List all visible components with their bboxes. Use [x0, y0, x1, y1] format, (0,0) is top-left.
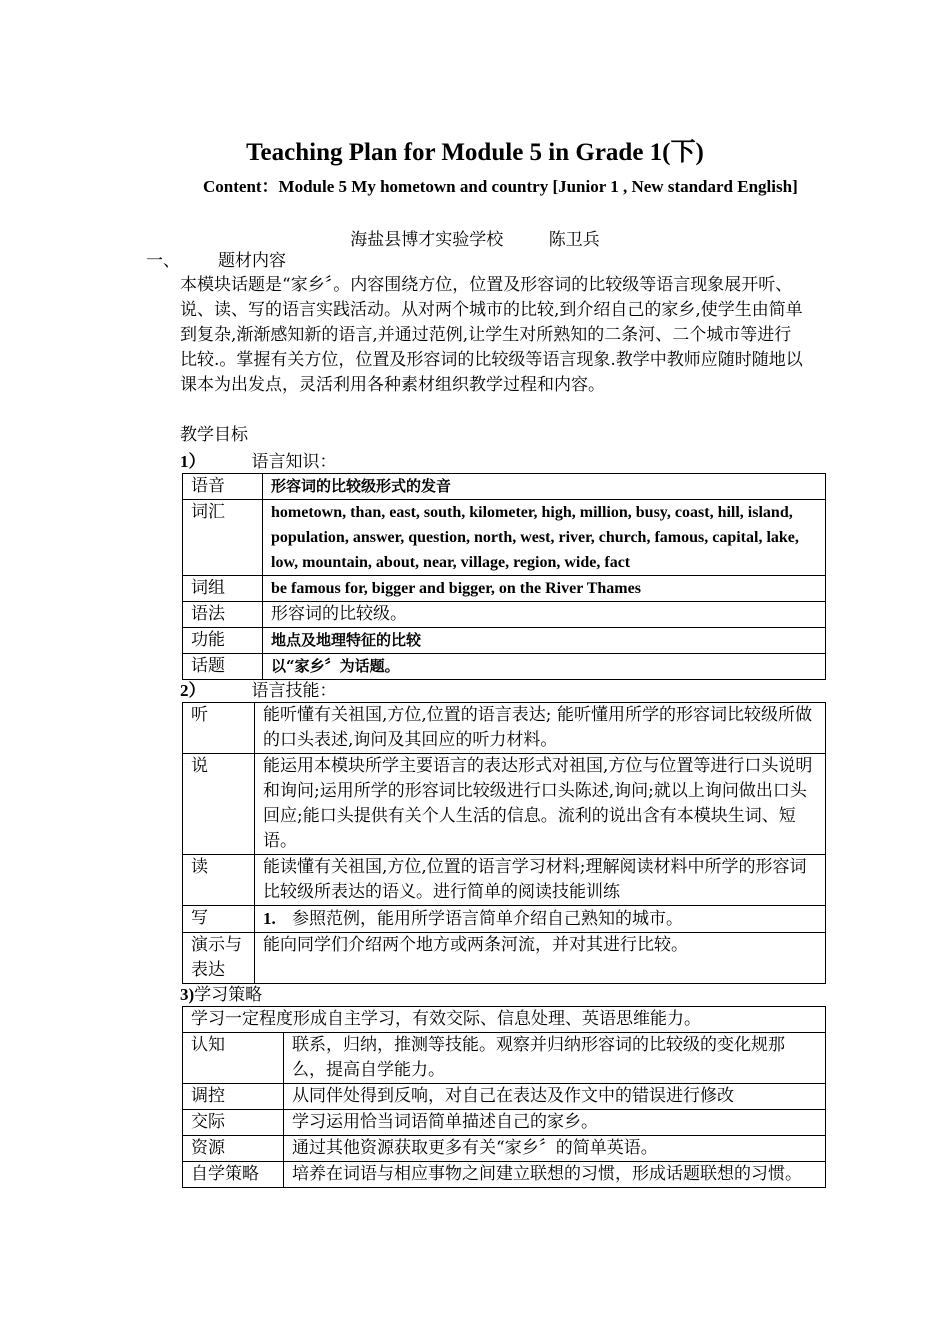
- row-value: 通过其他资源获取更多有关“家乡〞的简单英语。: [284, 1136, 826, 1162]
- table-row: [183, 1162, 826, 1188]
- skills-number: 2）: [180, 681, 206, 700]
- strategies-heading: [180, 982, 262, 1008]
- table-row: [183, 576, 826, 602]
- school-name: 海盐县博才实验学校: [350, 230, 504, 250]
- row-value: be famous for, bigger and bigger, on the River Thames: [263, 576, 826, 602]
- row-label: 功能: [183, 628, 263, 654]
- row-label: 听: [183, 703, 255, 754]
- strategies-table: [182, 1006, 826, 1188]
- row-value: 学习运用恰当词语简单描述自己的家乡。: [284, 1110, 826, 1136]
- strategies-header: 学习一定程度形成自主学习，有效交际、信息处理、英语思维能力。: [183, 1007, 826, 1033]
- content-line: Content：Module 5 My hometown and country [Junior 1 , New standard English]: [203, 177, 798, 196]
- row-value-text: 参照范例，能用所学语言简单介绍自己熟知的城市。: [291, 909, 683, 929]
- intro-paragraph: 本模块话题是“家乡〞。内容围绕方位，位置及形容词的比较级等语言现象展开听、说、读、写的语言实践活动。从对两个城市的比较,到介绍自己的家乡,使学生由简单到复杂,渐渐感知新的语言,并通过范例,让学生对所熟知的二条河、二个城市等进行比较.。掌握有关方位，位置及形容词的比较级等语言现象.教学中教师应随时随地以课本为出发点，灵活利用各种素材组织教学过程和内容。: [180, 275, 803, 395]
- strategies-title: 学习策略: [194, 985, 263, 1005]
- table-row: [183, 1110, 826, 1136]
- table-row: [183, 855, 826, 906]
- knowledge-table: [182, 473, 826, 680]
- row-value: 能运用本模块所学主要语言的表达形式对祖国,方位与位置等进行口头说明和询问;运用所学的形容词比较级进行口头陈述,询问;就以上询问做出口头回应;能口头提供有关个人生活的信息。流利的说出含有本模块生词、短语。: [255, 754, 826, 855]
- row-value: 地点及地理特征的比较: [263, 628, 826, 654]
- author-name: 陈卫兵: [548, 230, 600, 250]
- table-row: [183, 703, 826, 754]
- row-value: 能听懂有关祖国,方位,位置的语言表达; 能听懂用所学的形容词比较级所做的口头表述,询问及其回应的听力材料。: [255, 703, 826, 754]
- row-label: 认知: [183, 1033, 284, 1084]
- row-label: 话题: [183, 654, 263, 680]
- row-label: 资源: [183, 1136, 284, 1162]
- strategies-number: 3): [180, 985, 195, 1004]
- row-value: 形容词的比较级形式的发音: [263, 474, 826, 500]
- knowledge-title: 语言知识：: [251, 452, 337, 472]
- table-row: [183, 628, 826, 654]
- row-label: 说: [183, 754, 255, 855]
- row-value: 能读懂有关祖国,方位,位置的语言学习材料;理解阅读材料中所学的形容词比较级所表达的语义。进行简单的阅读技能训练: [255, 855, 826, 906]
- document-title: Teaching Plan for Module 5 in Grade 1(下): [246, 139, 704, 166]
- row-value: 联系，归纳，推测等技能。观察并归纳形容词的比较级的变化规那么，提高自学能力。: [284, 1033, 826, 1084]
- table-row: [183, 602, 826, 628]
- skills-title: 语言技能：: [251, 681, 337, 701]
- skills-table: [182, 702, 826, 984]
- goals-title: 教学目标: [180, 425, 248, 445]
- row-label: 词汇: [183, 500, 263, 576]
- knowledge-heading: [180, 449, 337, 475]
- row-value: 以“家乡〞为话题。: [263, 654, 826, 680]
- row-label: 调控: [183, 1084, 284, 1110]
- row-label: 自学策略: [183, 1162, 284, 1188]
- row-value: 形容词的比较级。: [263, 602, 826, 628]
- table-row: [183, 1136, 826, 1162]
- row-label: 写: [183, 906, 255, 933]
- row-label: 词组: [183, 576, 263, 602]
- row-label: 语音: [183, 474, 263, 500]
- section-1-heading: [146, 249, 286, 274]
- section-1-title: 题材内容: [218, 251, 286, 271]
- list-number: 1.: [263, 909, 276, 928]
- table-row: [183, 1084, 826, 1110]
- knowledge-number: 1）: [180, 452, 206, 471]
- section-1-number: 一、: [146, 251, 180, 271]
- table-row: [183, 933, 826, 984]
- table-row: [183, 500, 826, 576]
- row-value: 从同伴处得到反响，对自己在表达及作文中的错误进行修改: [284, 1084, 826, 1110]
- row-value: hometown, than, east, south, kilometer, high, million, busy, coast, hill, island, population, answer, question, north, west, river, church, famous, capital, lake, low, mountain, about, near, village, region, wide, fact: [263, 500, 826, 576]
- author-line: [0, 225, 950, 250]
- skills-heading: [180, 678, 337, 704]
- row-label: 读: [183, 855, 255, 906]
- table-row: [183, 654, 826, 680]
- table-row: [183, 474, 826, 500]
- row-value: 能向同学们介绍两个地方或两条河流，并对其进行比较。: [255, 933, 826, 984]
- row-value: [255, 906, 826, 933]
- table-row: [183, 1033, 826, 1084]
- row-value: 培养在词语与相应事物之间建立联想的习惯，形成话题联想的习惯。: [284, 1162, 826, 1188]
- table-header-row: [183, 1007, 826, 1033]
- table-row: [183, 754, 826, 855]
- row-label: 演示与表达: [183, 933, 255, 984]
- table-row: [183, 906, 826, 933]
- row-label: 交际: [183, 1110, 284, 1136]
- row-label: 语法: [183, 602, 263, 628]
